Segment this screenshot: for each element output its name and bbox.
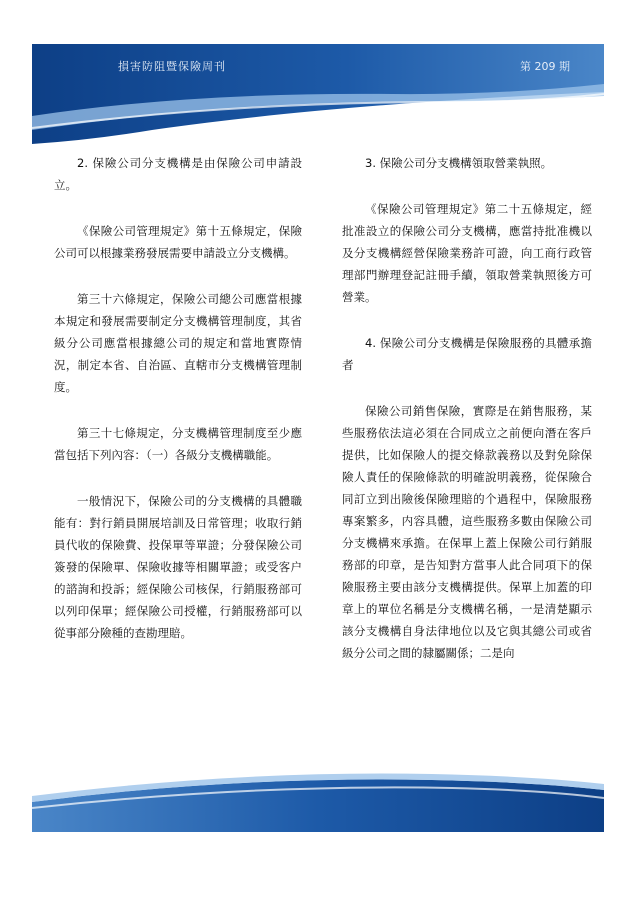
right-column — [342, 152, 592, 664]
page-header — [32, 44, 604, 144]
paragraph: 3. 保險公司分支機構領取營業執照。 — [365, 156, 553, 170]
paragraph: 《保險公司管理規定》第二十五條規定，經批准設立的保險公司分支機構，應當持批准機以及分支機構經營保險業務許可證，向工商行政管理部門辦理登記註冊手續，領取營業執照後方可營業。 — [342, 202, 592, 304]
paragraph: 一般情況下，保險公司的分支機構的具體職能有：對行銷員開展培訓及日常管理；收取行銷員代收的保險費、投保單等單證；分發保險公司簽發的保險單、保險收據等相關單證；或受客户的諮詢和投訴；經保險公司核保，行銷服務部可以列印保單；經保險公司授權，行銷服務部可以從事部分險種的查勘理賠。 — [54, 494, 302, 640]
paragraph: 《保險公司管理規定》第十五條規定，保險公司可以根據業務發展需要申請設立分支機構。 — [54, 224, 302, 260]
footer-banner-graphic — [32, 768, 604, 832]
page-footer — [32, 768, 604, 832]
issue-number: 第 209 期 — [520, 60, 570, 73]
left-column — [54, 152, 302, 644]
publication-title: 損害防阻暨保險周刊 — [118, 60, 226, 73]
paragraph: 2. 保險公司分支機構是由保險公司申請設立。 — [54, 156, 302, 192]
paragraph: 4. 保險公司分支機構是保險服務的具體承擔者 — [342, 336, 592, 372]
paragraph: 保險公司銷售保險，實際是在銷售服務，某些服務依法這必須在合同成立之前便向潛在客戶提供，比如保險人的提交條款義務以及對免除保險人責任的保險條款的明確說明義務，從保險合同訂立到出險後保險理賠的个過程中，保險服務專案繁多，内容具體，這些服務多數由保險公司分支機構來承擔。在保單上蓋上保險公司行銷服務部的印章，是告知對方當事人此合同項下的保險服務主要由該分支機構提供。保單上加蓋的印章上的單位名稱是分支機構名稱，一是清楚顯示該分支機構自身法律地位以及它與其總公司或省級分公司之間的隸屬關係；二是向 — [342, 404, 592, 660]
paragraph: 第三十七條規定，分支機構管理制度至少應當包括下列內容：（一）各級分支機構職能。 — [54, 426, 302, 462]
paragraph: 第三十六條規定，保險公司總公司應當根據本規定和發展需要制定分支機構管理制度，其省級分公司應當根據總公司的規定和當地實際情況，制定本省、自治區、直轄市分支機構管理制度。 — [54, 292, 302, 394]
